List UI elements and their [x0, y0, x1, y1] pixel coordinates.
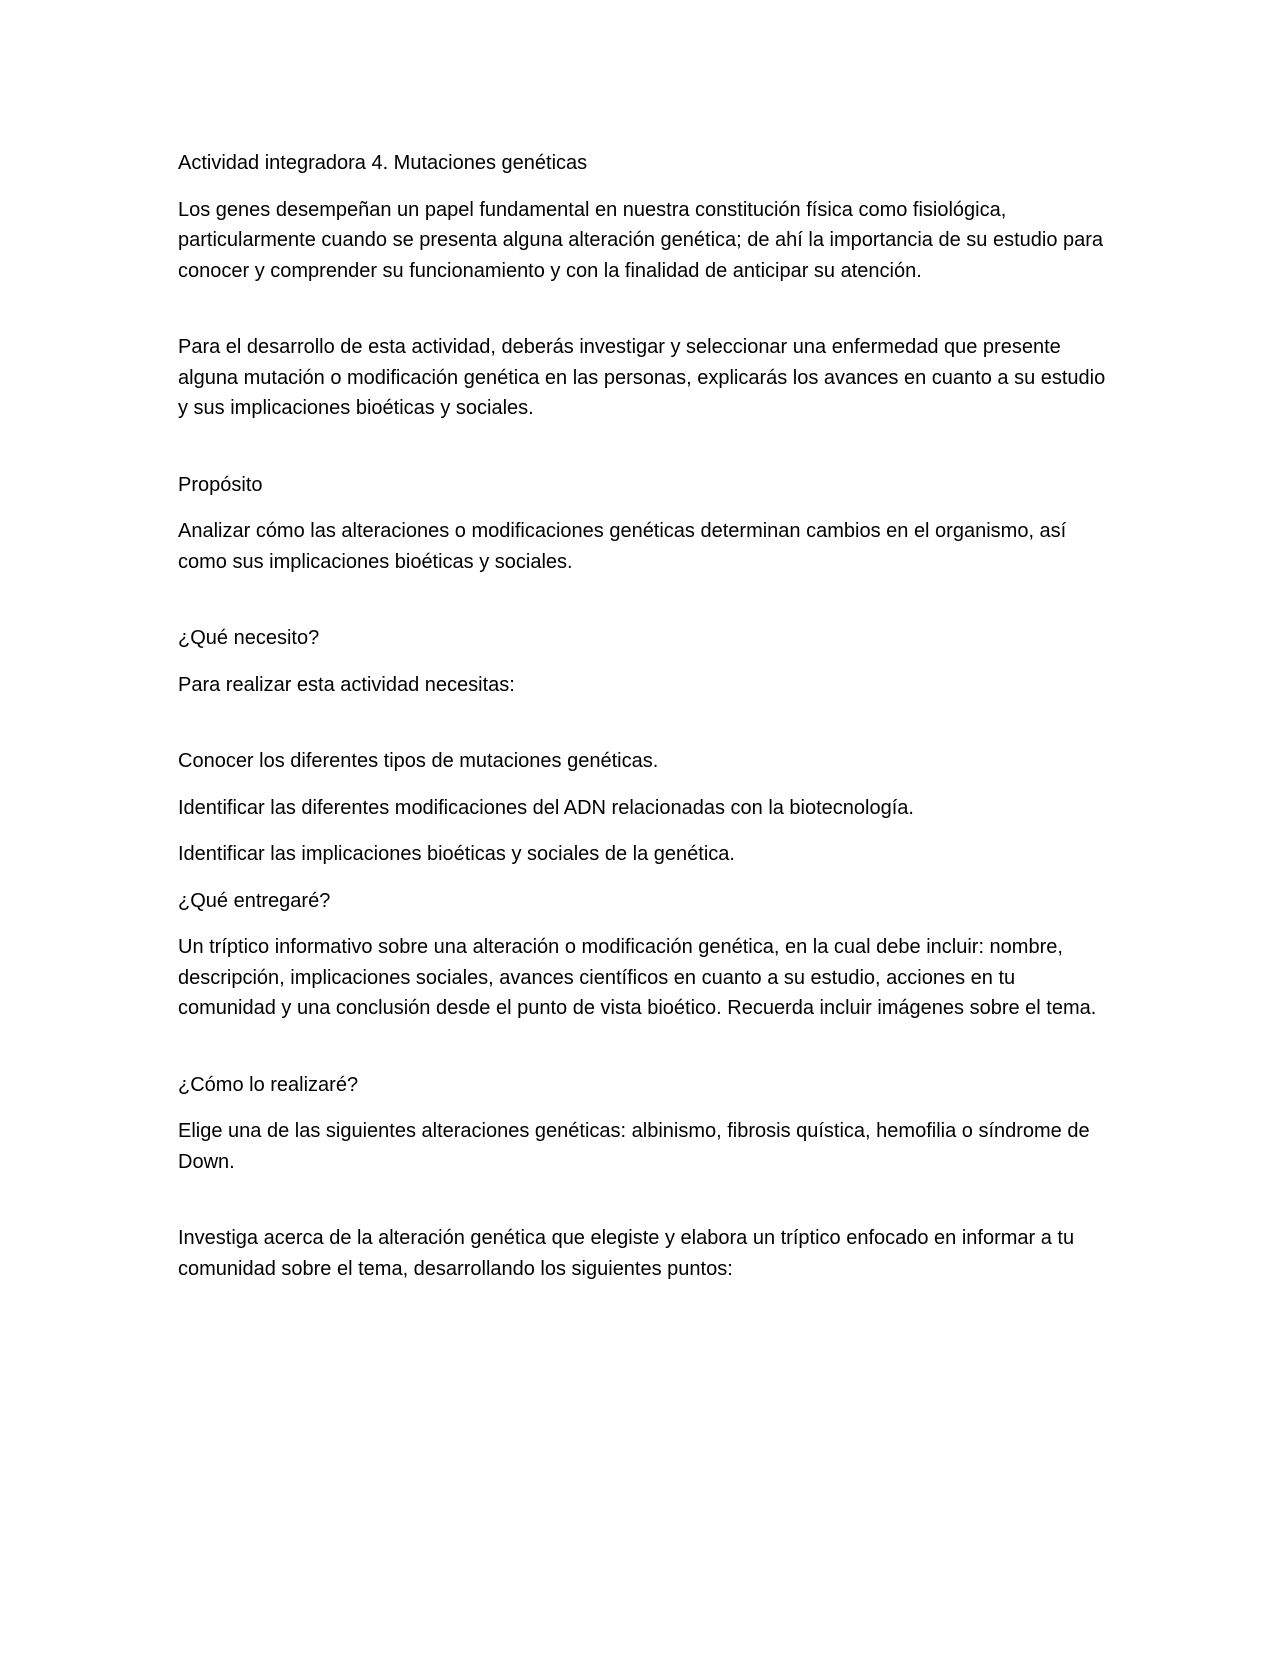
blank-line	[178, 440, 1108, 470]
needs-item: Identificar las implicaciones bioéticas y sociales de la genética.	[178, 843, 735, 865]
needs-item: Identificar las diferentes modificaciones del ADN relacionadas con la biotecnología.	[178, 796, 914, 819]
blank-line	[178, 716, 1108, 746]
needs-heading: ¿Qué necesito?	[178, 627, 320, 649]
needs-intro: Para realizar esta actividad necesitas:	[178, 673, 515, 696]
how-heading: ¿Cómo lo realizaré?	[178, 1073, 359, 1096]
blank-line	[178, 302, 1108, 332]
intro-paragraph: Los genes desempeñan un papel fundamental en nuestra constitución física como fisiológica, particularmente cuando se presenta alguna alteración genética; de ahí la importancia de su estudio para conocer y comprender su funcionamiento y con la finalidad de anticipar su atención.	[178, 198, 1104, 282]
needs-item: Conocer los diferentes tipos de mutaciones genéticas.	[178, 750, 659, 772]
document-title: Actividad integradora 4. Mutaciones genéticas	[178, 152, 588, 174]
purpose-paragraph: Analizar cómo las alteraciones o modificaciones genéticas determinan cambios en el organismo, así como sus implicaciones bioéticas y sociales.	[178, 520, 1067, 573]
blank-line	[178, 1040, 1108, 1070]
blank-line	[178, 1193, 1108, 1223]
document-body	[178, 148, 1108, 1300]
activity-paragraph: Para el desarrollo de esta actividad, deberás investigar y seleccionar una enfermedad que presente alguna mutación o modificación genética en las personas, explicarás los avances en cuanto a su estudio y sus implicaciones bioéticas y sociales.	[178, 336, 1106, 419]
deliver-heading: ¿Qué entregaré?	[178, 889, 331, 912]
how-research-paragraph: Investiga acerca de la alteración genética que elegiste y elabora un tríptico enfocado en informar a tu comunidad sobre el tema, desarrollando los siguientes puntos:	[178, 1227, 1075, 1280]
deliver-paragraph: Un tríptico informativo sobre una alteración o modificación genética, en la cual debe incluir: nombre, descripción, implicaciones sociales, avances científicos en cuanto a su estudio, acciones en tu comunidad y una conclusión desde el punto de vista bioético. Recuerda incluir imágenes sobre el tema.	[178, 936, 1097, 1019]
how-choose-paragraph: Elige una de las siguientes alteraciones genéticas: albinismo, fibrosis quística, hemofilia o síndrome de Down.	[178, 1120, 1090, 1173]
purpose-heading: Propósito	[178, 473, 263, 496]
blank-line	[178, 593, 1108, 623]
